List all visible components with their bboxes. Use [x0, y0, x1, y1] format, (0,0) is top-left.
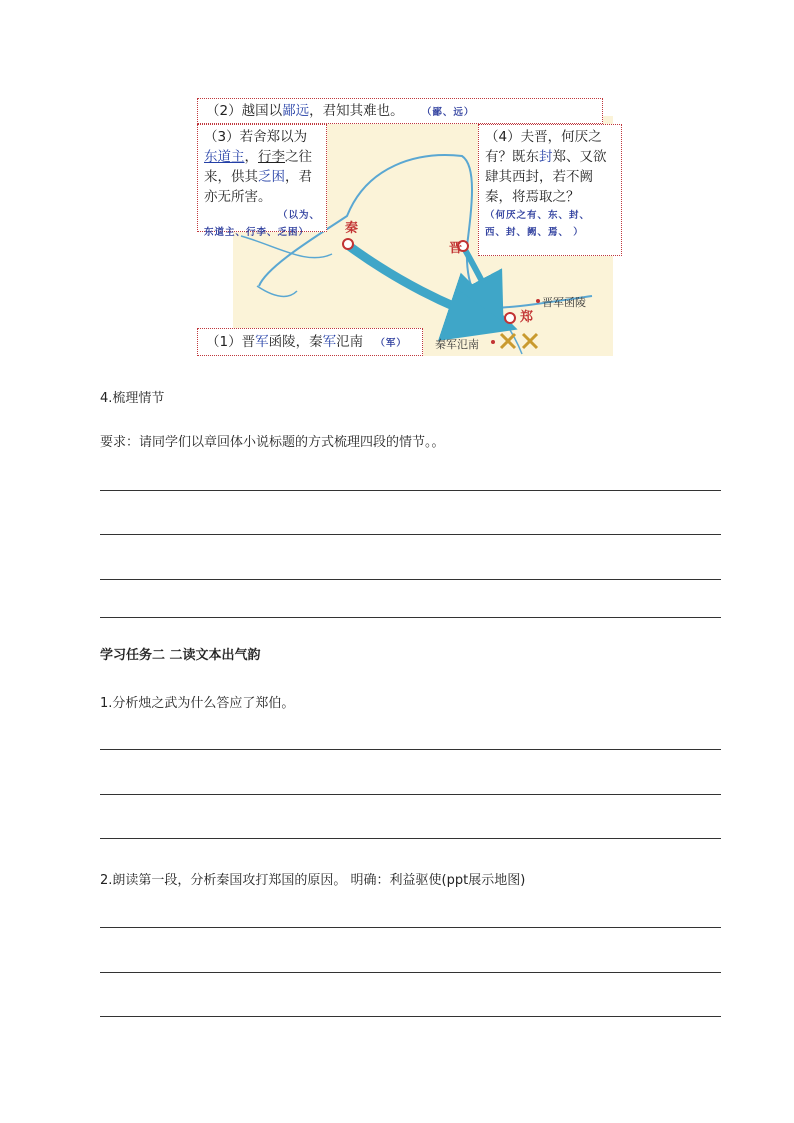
label-jin-army: 晋军函陵: [542, 296, 586, 309]
box4-text2: 郑、又欲: [552, 149, 607, 165]
box3-line1: （3）若舍郑以为: [204, 129, 308, 145]
section-title-plot: 4.梳理情节: [100, 391, 165, 406]
box2-num: （2）: [206, 103, 242, 119]
box4-line4: 秦，将焉取之？: [485, 189, 580, 205]
box4-line1: （4）夫晋，何厌之: [485, 129, 602, 145]
answer-line: [100, 534, 721, 535]
box3-line3: [204, 167, 320, 187]
annotation-box-1: [197, 328, 423, 356]
box1-annotation: （军）: [375, 338, 407, 349]
answer-line: [100, 490, 721, 491]
box3-annotation1: （以为、: [277, 210, 320, 221]
label-jin: 晋: [449, 241, 463, 256]
answer-line: [100, 972, 721, 973]
box4-annotation1: （何厌之有、东、封、: [485, 210, 591, 221]
box1-text: （1）晋: [206, 334, 256, 350]
box4-line2: [485, 147, 615, 167]
label-qin: 秦: [345, 221, 359, 236]
box4-keyword: 封: [539, 149, 553, 165]
box4-line3: 肆其西封，若不阙: [485, 169, 593, 185]
box4-annotation2: 西、封、阙、焉、 ）: [485, 227, 584, 238]
answer-line: [100, 794, 721, 795]
box2-keyword: 鄙远: [282, 103, 310, 119]
answer-line: [100, 749, 721, 750]
answer-line: [100, 838, 721, 839]
qin-army-dot: [491, 340, 495, 344]
map-figure: [197, 96, 625, 359]
requirement-text: 要求：请同学们以章回体小说标题的方式梳理四段的情节。。: [100, 435, 445, 450]
box3-text: 之往: [285, 149, 312, 165]
answer-line: [100, 927, 721, 928]
box4-text: 有？既东: [485, 149, 539, 165]
question-2: 2.朗读第一段，分析秦国攻打郑国的原因。 明确：利益驱使(ppt展示地图): [100, 873, 526, 888]
zheng-marker: [505, 313, 515, 323]
jin-army-dot: [536, 299, 540, 303]
label-zheng: 郑: [520, 310, 534, 325]
box2-annotation: （鄙、远）: [421, 107, 475, 118]
box1-text3: 氾南: [336, 334, 364, 350]
question-1: 1.分析烛之武为什么答应了郑伯。: [100, 696, 295, 711]
box1-text2: 函陵，秦: [268, 334, 323, 350]
river-west: [257, 286, 297, 296]
box2-text: 越国以: [241, 103, 283, 119]
box3-keyword1: 东道主: [204, 149, 245, 165]
box3-text2: 来，供其: [204, 169, 258, 185]
label-qin-army: 秦军氾南: [435, 338, 479, 351]
annotation-box-2: [197, 98, 603, 124]
box3-line4: 亦无所害。: [204, 189, 272, 205]
box3-line2: [204, 147, 320, 167]
annotation-box-4: [478, 124, 622, 256]
box1-keyword1: 军: [255, 334, 269, 350]
task2-title: 学习任务二 二读文本出气韵: [100, 648, 261, 663]
box3-keyword3: 乏困: [258, 169, 285, 185]
answer-line: [100, 617, 721, 618]
box3-text3: ，君: [285, 169, 312, 185]
answer-line: [100, 579, 721, 580]
qin-marker: [343, 239, 353, 249]
box2-text-end: ，君知其难也。: [309, 103, 404, 119]
box3-annotation2: 东道主、行李、乏困）: [204, 227, 310, 238]
box1-keyword2: 军: [322, 334, 337, 350]
box3-keyword2: 行李: [258, 149, 285, 165]
box3-comma: ，: [244, 149, 258, 165]
answer-line: [100, 1016, 721, 1017]
annotation-box-3: [197, 124, 327, 238]
